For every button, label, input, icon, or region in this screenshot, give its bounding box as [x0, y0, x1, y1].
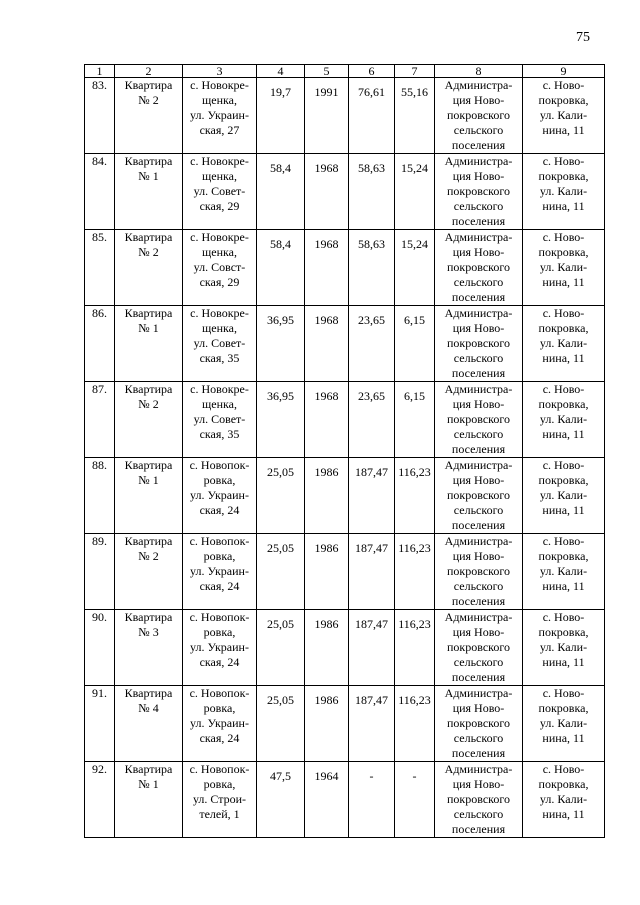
- object-name-cell: Квартира № 3: [115, 610, 183, 686]
- holder-name-cell: Администра- ция Ново- покровского сельского поселения: [435, 686, 523, 762]
- book-value-cell: 187,47: [349, 610, 395, 686]
- book-value-cell: 187,47: [349, 458, 395, 534]
- residual-value-cell: 6,15: [395, 306, 435, 382]
- area-value-cell: 25,05: [257, 610, 305, 686]
- object-address-cell: с. Новопок- ровка, ул. Строи- телей, 1: [183, 762, 257, 838]
- residual-value-cell: 116,23: [395, 534, 435, 610]
- residual-value-cell: 116,23: [395, 610, 435, 686]
- book-value-cell: 76,61: [349, 78, 395, 154]
- object-address-cell: с. Новопок- ровка, ул. Украин- ская, 24: [183, 610, 257, 686]
- table-row: [85, 230, 605, 306]
- object-address-cell: с. Новопок- ровка, ул. Украин- ская, 24: [183, 534, 257, 610]
- holder-address-cell: с. Ново- покровка, ул. Кали- нина, 11: [523, 78, 605, 154]
- object-name-cell: Квартира № 4: [115, 686, 183, 762]
- object-name-cell: Квартира № 1: [115, 458, 183, 534]
- residual-value-cell: 116,23: [395, 458, 435, 534]
- year-value-cell: 1968: [305, 154, 349, 230]
- object-name-cell: Квартира № 1: [115, 154, 183, 230]
- area-value-cell: 25,05: [257, 534, 305, 610]
- year-value-cell: 1986: [305, 686, 349, 762]
- holder-address-cell: с. Ново- покровка, ул. Кали- нина, 11: [523, 458, 605, 534]
- holder-address-cell: с. Ново- покровка, ул. Кали- нина, 11: [523, 610, 605, 686]
- book-value-cell: -: [349, 762, 395, 838]
- page-number: 75: [576, 30, 590, 45]
- object-address-cell: с. Новокре- щенка, ул. Совст- ская, 29: [183, 230, 257, 306]
- year-value-cell: 1968: [305, 230, 349, 306]
- book-value-cell: 187,47: [349, 686, 395, 762]
- column-number: 7: [395, 65, 435, 78]
- row-index-cell: 87.: [85, 382, 115, 458]
- column-number: 1: [85, 65, 115, 78]
- year-value-cell: 1986: [305, 458, 349, 534]
- table-row: [85, 154, 605, 230]
- year-value-cell: 1968: [305, 382, 349, 458]
- year-value-cell: 1991: [305, 78, 349, 154]
- row-index-cell: 89.: [85, 534, 115, 610]
- column-number: 8: [435, 65, 523, 78]
- holder-address-cell: с. Ново- покровка, ул. Кали- нина, 11: [523, 686, 605, 762]
- holder-name-cell: Администра- ция Ново- покровского сельского поселения: [435, 78, 523, 154]
- column-number: 2: [115, 65, 183, 78]
- holder-name-cell: Администра- ция Ново- покровского сельского поселения: [435, 230, 523, 306]
- holder-address-cell: с. Ново- покровка, ул. Кали- нина, 11: [523, 230, 605, 306]
- book-value-cell: 23,65: [349, 306, 395, 382]
- holder-name-cell: Администра- ция Ново- покровского сельского поселения: [435, 610, 523, 686]
- table-row: [85, 534, 605, 610]
- area-value-cell: 25,05: [257, 686, 305, 762]
- row-index-cell: 90.: [85, 610, 115, 686]
- column-number: 6: [349, 65, 395, 78]
- residual-value-cell: 6,15: [395, 382, 435, 458]
- area-value-cell: 19,7: [257, 78, 305, 154]
- holder-address-cell: с. Ново- покровка, ул. Кали- нина, 11: [523, 762, 605, 838]
- object-name-cell: Квартира № 1: [115, 762, 183, 838]
- object-name-cell: Квартира № 2: [115, 534, 183, 610]
- area-value-cell: 58,4: [257, 230, 305, 306]
- object-address-cell: с. Новокре- щенка, ул. Совет- ская, 29: [183, 154, 257, 230]
- holder-address-cell: с. Ново- покровка, ул. Кали- нина, 11: [523, 534, 605, 610]
- object-address-cell: с. Новокре- щенка, ул. Украин- ская, 27: [183, 78, 257, 154]
- table-row: [85, 610, 605, 686]
- object-name-cell: Квартира № 2: [115, 230, 183, 306]
- holder-address-cell: с. Ново- покровка, ул. Кали- нина, 11: [523, 382, 605, 458]
- year-value-cell: 1968: [305, 306, 349, 382]
- column-number: 4: [257, 65, 305, 78]
- book-value-cell: 23,65: [349, 382, 395, 458]
- table-row: [85, 78, 605, 154]
- residual-value-cell: 55,16: [395, 78, 435, 154]
- table-row: [85, 306, 605, 382]
- object-address-cell: с. Новопок- ровка, ул. Украин- ская, 24: [183, 686, 257, 762]
- object-name-cell: Квартира № 1: [115, 306, 183, 382]
- book-value-cell: 58,63: [349, 154, 395, 230]
- table-row: [85, 382, 605, 458]
- holder-name-cell: Администра- ция Ново- покровского сельского поселения: [435, 534, 523, 610]
- row-index-cell: 91.: [85, 686, 115, 762]
- object-address-cell: с. Новопок- ровка, ул. Украин- ская, 24: [183, 458, 257, 534]
- residual-value-cell: 15,24: [395, 230, 435, 306]
- row-index-cell: 92.: [85, 762, 115, 838]
- residual-value-cell: 116,23: [395, 686, 435, 762]
- year-value-cell: 1986: [305, 610, 349, 686]
- table-row: [85, 686, 605, 762]
- property-table: [84, 64, 605, 838]
- book-value-cell: 58,63: [349, 230, 395, 306]
- holder-name-cell: Администра- ция Ново- покровского сельского поселения: [435, 154, 523, 230]
- row-index-cell: 86.: [85, 306, 115, 382]
- holder-address-cell: с. Ново- покровка, ул. Кали- нина, 11: [523, 154, 605, 230]
- holder-name-cell: Администра- ция Ново- покровского сельского поселения: [435, 762, 523, 838]
- column-number: 9: [523, 65, 605, 78]
- object-address-cell: с. Новокре- щенка, ул. Совет- ская, 35: [183, 306, 257, 382]
- row-index-cell: 83.: [85, 78, 115, 154]
- row-index-cell: 84.: [85, 154, 115, 230]
- holder-address-cell: с. Ново- покровка, ул. Кали- нина, 11: [523, 306, 605, 382]
- table-row: [85, 762, 605, 838]
- holder-name-cell: Администра- ция Ново- покровского сельского поселения: [435, 458, 523, 534]
- book-value-cell: 187,47: [349, 534, 395, 610]
- area-value-cell: 47,5: [257, 762, 305, 838]
- column-number: 5: [305, 65, 349, 78]
- object-name-cell: Квартира № 2: [115, 78, 183, 154]
- year-value-cell: 1964: [305, 762, 349, 838]
- residual-value-cell: -: [395, 762, 435, 838]
- residual-value-cell: 15,24: [395, 154, 435, 230]
- object-address-cell: с. Новокре- щенка, ул. Совет- ская, 35: [183, 382, 257, 458]
- holder-name-cell: Администра- ция Ново- покровского сельского поселения: [435, 306, 523, 382]
- year-value-cell: 1986: [305, 534, 349, 610]
- area-value-cell: 36,95: [257, 306, 305, 382]
- area-value-cell: 36,95: [257, 382, 305, 458]
- object-name-cell: Квартира № 2: [115, 382, 183, 458]
- column-number: 3: [183, 65, 257, 78]
- row-index-cell: 88.: [85, 458, 115, 534]
- area-value-cell: 58,4: [257, 154, 305, 230]
- column-number-row: [85, 65, 605, 78]
- holder-name-cell: Администра- ция Ново- покровского сельского поселения: [435, 382, 523, 458]
- area-value-cell: 25,05: [257, 458, 305, 534]
- row-index-cell: 85.: [85, 230, 115, 306]
- table-row: [85, 458, 605, 534]
